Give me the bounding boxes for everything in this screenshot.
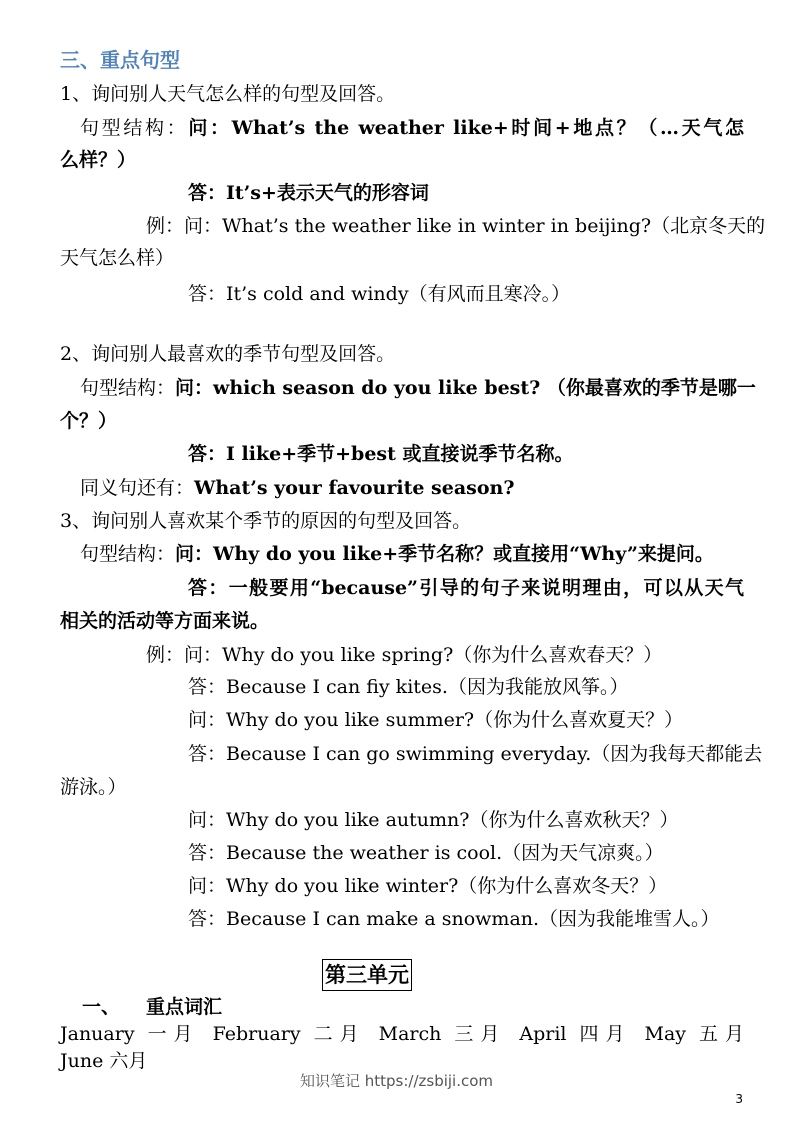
q3-example-2-question: 问：Why do you like summer?（你为什么喜欢夏天？） [188, 709, 684, 731]
q1-example-question [146, 210, 766, 242]
q1-structure-answer: 答：It’s+表示天气的形容词 [188, 182, 429, 204]
vocab-heading-number: 一、 [82, 996, 121, 1018]
month-item: May 五月 [644, 1023, 745, 1045]
q2-synonym-line [80, 472, 764, 504]
q3-example-3-question: 问：Why do you like autumn?（你为什么喜欢秋天？） [188, 809, 679, 831]
q1-example-question-text: 问：What’s the weather like in winter in beijing?（北京冬天的 [184, 215, 766, 237]
q3-example-label: 例： [146, 644, 185, 666]
q2-synonym-label: 同义句还有： [80, 477, 195, 499]
q2-structure-line [80, 372, 756, 404]
q1-example-answer: 答：It’s cold and windy（有风而且寒冷。） [188, 283, 571, 305]
month-item: February 二月 [212, 1023, 366, 1045]
q3-structure-question: 问：Why do you like+季节名称？或直接用“Why”来提问。 [175, 543, 714, 565]
q1-structure-line [80, 112, 744, 144]
q2-structure-question: 问：which season do you like best? （你最喜欢的季节是哪一 [175, 377, 756, 399]
q3-example-4-question: 问：Why do you like winter?（你为什么喜欢冬天？） [188, 875, 668, 897]
q1-title: 1、询问别人天气怎么样的句型及回答。 [60, 83, 396, 105]
q2-synonym-text: What’s your favourite season? [194, 477, 515, 499]
q1-structure-question-cont: 么样？） [60, 149, 137, 171]
q3-example-3-answer: 答：Because the weather is cool.（因为天气凉爽。） [188, 842, 664, 864]
q2-title: 2、询问别人最喜欢的季节句型及回答。 [60, 343, 396, 365]
q1-example-question-cont: 天气怎么样） [60, 247, 175, 269]
section-heading: 三、重点句型 [60, 48, 180, 72]
q3-structure-line [80, 538, 764, 570]
q3-structure-answer-cont: 相关的活动等方面来说。 [60, 610, 270, 632]
month-item: January 一月 [60, 1023, 200, 1045]
month-item: March 三月 [378, 1023, 507, 1045]
q1-structure-question: 问：What’s the weather like+时间+地点？（…天气怎 [188, 117, 744, 139]
q1-structure-label: 句型结构： [80, 117, 189, 139]
q2-structure-answer: 答：I like+季节+best 或直接说季节名称。 [188, 443, 574, 465]
q3-example-1-question [146, 639, 793, 671]
q3-title: 3、询问别人喜欢某个季节的原因的句型及回答。 [60, 510, 472, 532]
q3-example-1-answer: 答：Because I can fiy kites.（因为我能放风筝。） [188, 676, 629, 698]
q2-structure-question-cont: 个？） [60, 410, 118, 432]
q1-example-label: 例： [146, 215, 185, 237]
page-number: 3 [735, 1092, 743, 1106]
unit-title: 第三单元 [322, 959, 412, 991]
q3-example-4-answer: 答：Because I can make a snowman.（因为我能堆雪人。） [188, 908, 720, 930]
q2-structure-label: 句型结构： [80, 377, 176, 399]
month-item: June 六月 [60, 1050, 148, 1072]
vocab-heading-text: 重点词汇 [146, 996, 223, 1018]
page-footer: 知识笔记 https://zsbiji.com [299, 1072, 494, 1090]
q3-structure-label: 句型结构： [80, 543, 176, 565]
month-item: April 四月 [519, 1023, 632, 1045]
q3-example-1-question-text: 问：Why do you like spring?（你为什么喜欢春天？） [184, 644, 663, 666]
q3-structure-answer: 答：一般要用“because”引导的句子来说明理由，可以从天气 [188, 577, 744, 599]
q3-example-2-answer-cont: 游泳。） [60, 776, 127, 798]
q3-example-2-answer: 答：Because I can go swimming everyday.（因为我每天都能去 [188, 743, 763, 765]
